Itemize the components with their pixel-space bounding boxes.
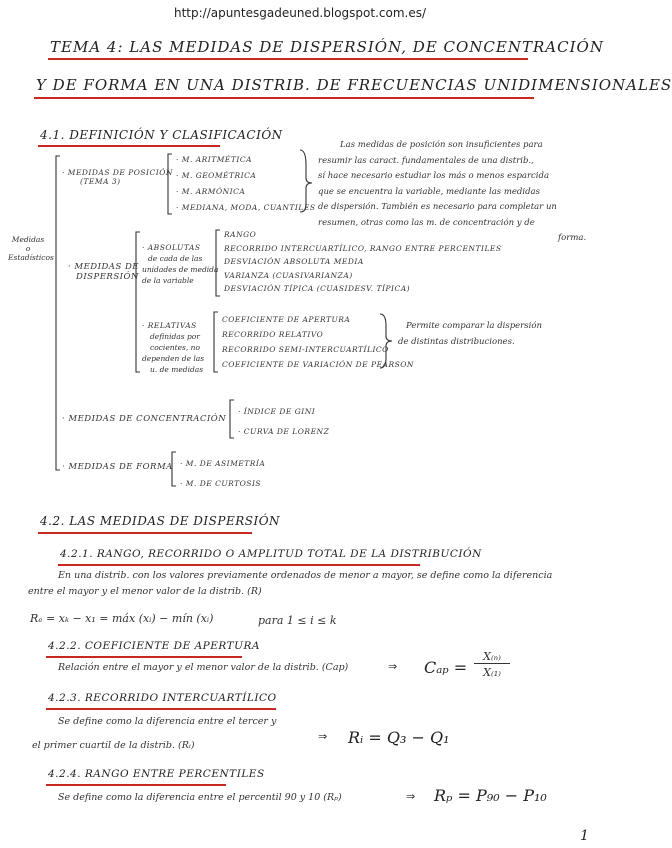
s421-formula: Rₑ = xₖ − x₁ = máx (xᵢ) − mín (xᵢ): [30, 612, 214, 625]
posicion-item: · M. ARMÓNICA: [176, 187, 246, 196]
page-number: 1: [580, 828, 589, 844]
note-posicion-line: de dispersión. También es necesario para completar un: [318, 202, 557, 212]
note-relativas-line: de distintas distribuciones.: [398, 337, 515, 347]
s424-underline: [46, 784, 226, 786]
absolutas-items: [224, 228, 502, 296]
s423-text-2: el primer cuartil de la distrib. (Rᵢ): [32, 740, 195, 751]
forma-item: · M. DE ASIMETRÍA: [180, 459, 266, 468]
note-relativas-line: Permite comparar la dispersión: [406, 321, 542, 331]
section-41-heading: 4.1. DEFINICIÓN Y CLASIFICACIÓN: [40, 128, 283, 142]
note-posicion-line: forma.: [558, 233, 587, 243]
posicion-item: · M. ARITMÉTICA: [176, 155, 253, 164]
section-42-underline: [38, 532, 252, 534]
note-posicion-line: resumir las caract. fundamentales de una distrib.,: [318, 155, 534, 166]
s423-underline: [46, 708, 276, 710]
concentracion-items: [238, 402, 329, 442]
concentracion-item: · CURVA DE LORENZ: [238, 427, 330, 436]
posicion-label-line-2: (TEMA 3): [80, 177, 121, 186]
note-posicion-line: resumen, otras como las m. de concentración y de: [318, 217, 535, 228]
absolutas-label-line-3: unidades de medida: [142, 265, 219, 274]
absolutas-label: [142, 242, 218, 286]
s423-formula: Rᵢ = Q₃ − Q₁: [348, 728, 450, 747]
relativas-item: RECORRIDO RELATIVO: [222, 330, 324, 339]
forma-items: [180, 454, 265, 494]
root-label-line-2: o: [25, 244, 31, 253]
forma-label: · MEDIDAS DE FORMA: [62, 462, 173, 472]
relativas-label-line-2: definidas por: [150, 332, 200, 341]
posicion-label: [62, 168, 173, 186]
s421-heading: 4.2.1. RANGO, RECORRIDO O AMPLITUD TOTAL DE LA DISTRIBUCIÓN: [60, 548, 482, 560]
relativas-label-line-4: dependen de las: [142, 354, 205, 363]
relativas-label-line-1: · RELATIVAS: [142, 321, 197, 330]
root-label-line-3: Estadísticos: [8, 253, 54, 262]
s421-range: para 1 ≤ i ≤ k: [258, 614, 337, 627]
s422-underline: [46, 656, 242, 658]
s422-heading: 4.2.2. COEFICIENTE DE APERTURA: [48, 640, 260, 652]
page-title-line-2: Y DE FORMA EN UNA DISTRIB. DE FRECUENCIAS UNIDIMENSIONALES: [36, 76, 672, 94]
dispersion-label-line-2: DISPERSIÓN: [76, 272, 139, 282]
s424-arrow: ⇒: [406, 790, 416, 803]
s424-formula: Rₚ = P₉₀ − P₁₀: [434, 786, 547, 805]
relativas-item: COEFICIENTE DE APERTURA: [222, 315, 351, 324]
dispersion-label: [68, 262, 139, 282]
relativas-item: RECORRIDO SEMI-INTERCUARTÍLICO: [222, 345, 389, 354]
root-label: [8, 235, 54, 262]
absolutas-item: RANGO: [224, 230, 257, 239]
relativas-label-line-5: u. de medidas: [150, 365, 204, 374]
s424-text: Se define como la diferencia entre el percentil 90 y 10 (Rₚ): [58, 792, 342, 803]
s423-heading: 4.2.3. RECORRIDO INTERCUARTÍLICO: [48, 692, 277, 704]
absolutas-item: DESVIACIÓN ABSOLUTA MEDIA: [224, 257, 364, 266]
concentracion-item: · ÍNDICE DE GINI: [238, 407, 316, 416]
absolutas-label-line-1: · ABSOLUTAS: [142, 243, 201, 252]
page-title-line-1: TEMA 4: LAS MEDIDAS DE DISPERSIÓN, DE CONCENTRACIÓN: [50, 38, 604, 56]
posicion-label-line-1: · MEDIDAS DE POSICIÓN: [62, 168, 173, 177]
s421-text-1: En una distrib. con los valores previamente ordenados de menor a mayor, se define como la diferencia: [58, 570, 553, 581]
absolutas-label-line-2: de cada de las: [148, 254, 203, 263]
s422-arrow: ⇒: [388, 660, 398, 673]
dispersion-label-line-1: · MEDIDAS DE: [68, 262, 139, 272]
absolutas-item: DESVIACIÓN TÍPICA (CUASIDESV. TÍPICA): [224, 284, 411, 293]
relativas-items: [222, 312, 414, 372]
posicion-item: · M. GEOMÉTRICA: [176, 171, 257, 180]
posicion-items: [176, 152, 315, 216]
note-posicion-line: que se encuentra la variable, mediante las medidas: [318, 186, 540, 197]
s423-arrow: ⇒: [318, 730, 328, 743]
s421-underline: [58, 564, 420, 566]
s422-denominator: X₍₁₎: [483, 666, 501, 679]
root-label-line-1: Medidas: [11, 235, 45, 244]
relativas-label: [142, 320, 204, 375]
section-42-heading: 4.2. LAS MEDIDAS DE DISPERSIÓN: [40, 514, 281, 528]
relativas-label-line-3: cocientes, no: [150, 343, 200, 352]
s424-heading: 4.2.4. RANGO ENTRE PERCENTILES: [48, 768, 265, 780]
posicion-item: · MEDIANA, MODA, CUANTILES: [176, 203, 316, 212]
note-posicion-line: Las medidas de posición son insuficientes para: [340, 140, 543, 150]
absolutas-label-line-4: de la variable: [142, 276, 194, 285]
s422-lhs: Cₐₚ =: [424, 658, 468, 677]
s422-text: Relación entre el mayor y el menor valor de la distrib. (Cap): [58, 662, 349, 673]
note-relativas: [398, 318, 542, 350]
s421-text-2: entre el mayor y el menor valor de la distrib. (R): [28, 586, 262, 597]
absolutas-item: VARIANZA (CUASIVARIANZA): [224, 270, 353, 280]
note-posicion-line: sí hace necesario estudiar los más o menos esparcida: [318, 171, 550, 181]
concentracion-label: · MEDIDAS DE CONCENTRACIÓN: [62, 414, 227, 424]
forma-item: · M. DE CURTOSIS: [180, 479, 262, 488]
header-url[interactable]: http://apuntesgadeuned.blogspot.com.es/: [173, 6, 427, 20]
absolutas-item: RECORRIDO INTERCUARTÍLICO, RANGO ENTRE PERCENTILES: [224, 243, 502, 253]
s422-numerator: X₍ₙ₎: [474, 650, 510, 664]
relativas-item: COEFICIENTE DE VARIACIÓN DE PEARSON: [222, 360, 414, 369]
s423-text-1: Se define como la diferencia entre el tercer y: [58, 716, 277, 727]
